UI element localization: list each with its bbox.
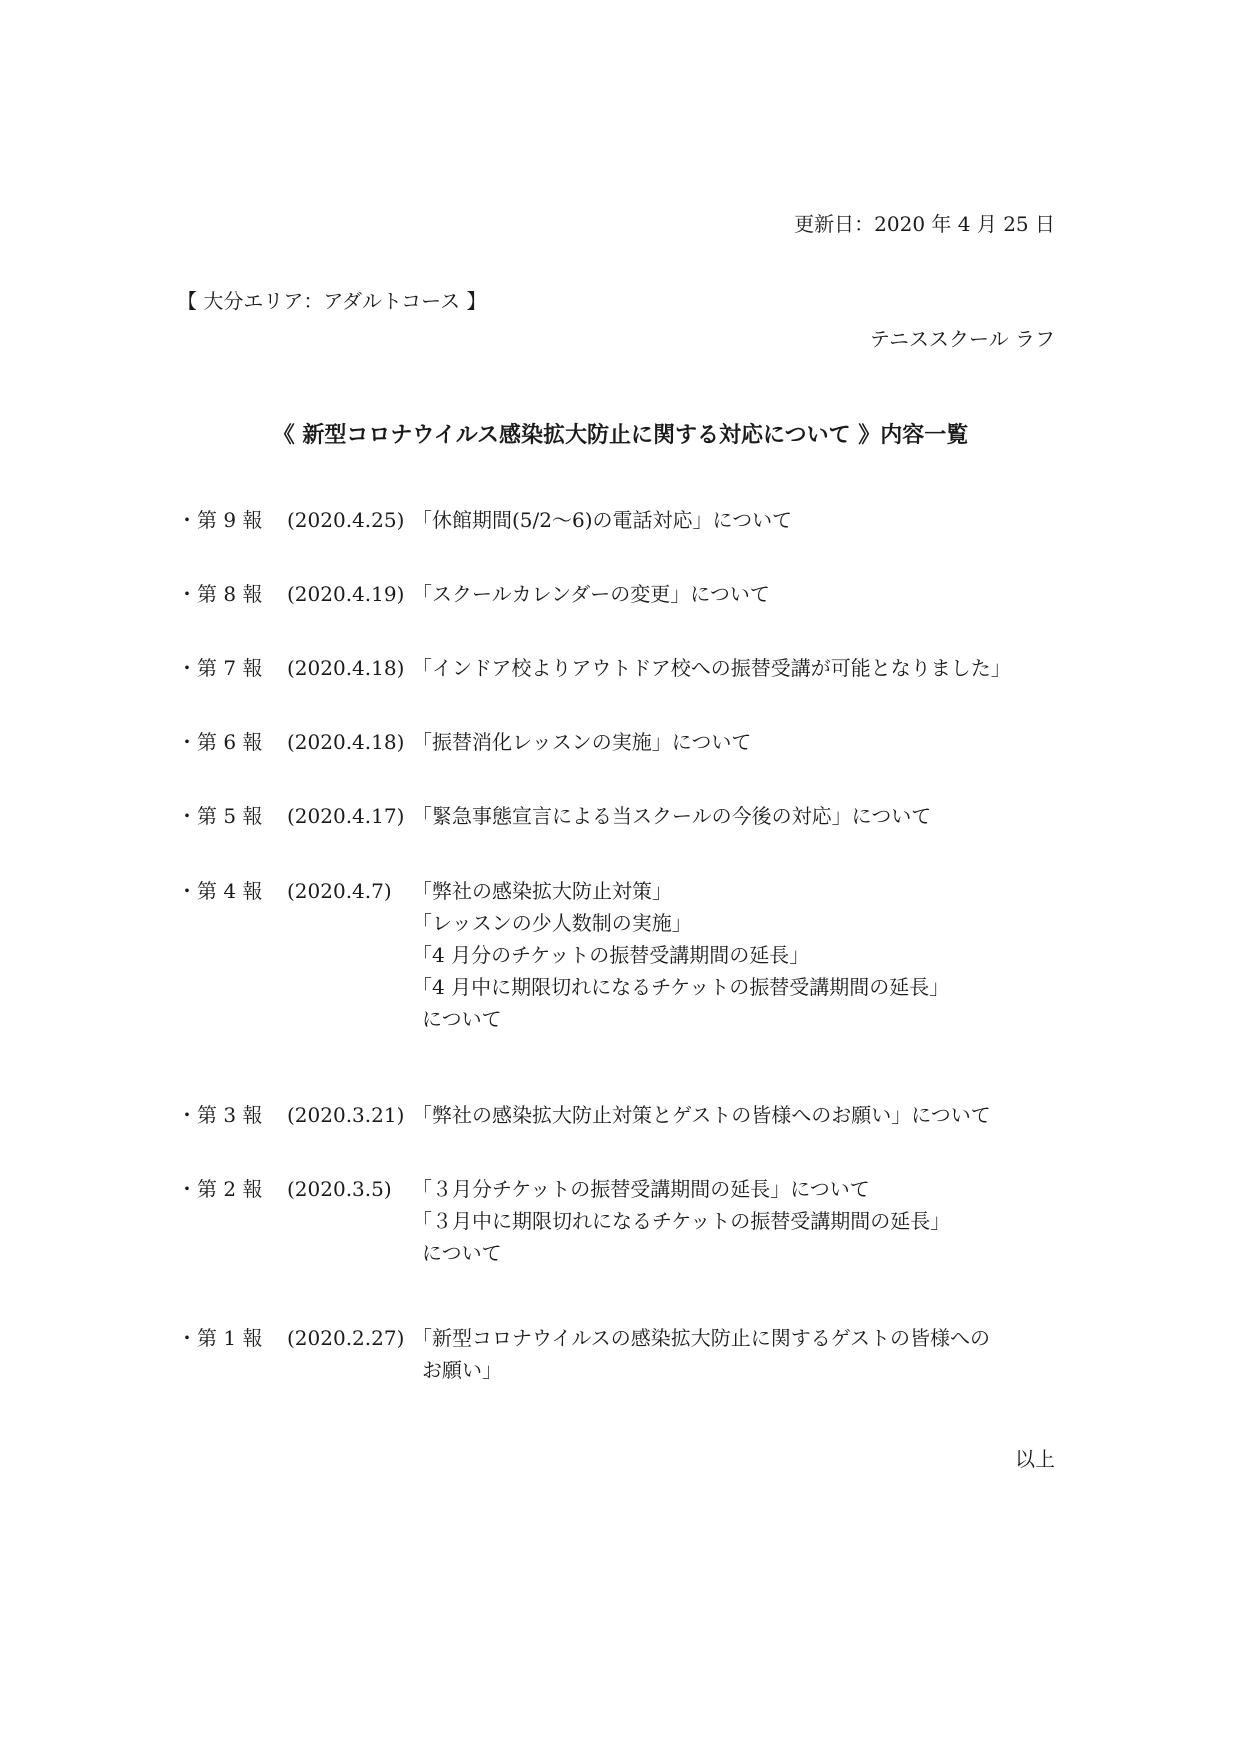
report-text: 「新型コロナウイルスの感染拡大防止に関するゲストの皆様への bbox=[412, 1326, 990, 1350]
report-date: (2020.4.19) bbox=[287, 582, 405, 606]
report-number: ・第 6 報 bbox=[177, 730, 263, 754]
report-number: ・第 8 報 bbox=[177, 582, 263, 606]
report-text: 「緊急事態宣言による当スクールの今後の対応」について bbox=[412, 804, 932, 828]
report-item-7 bbox=[177, 652, 1011, 684]
report-number: ・第 9 報 bbox=[177, 508, 263, 532]
report-line bbox=[177, 875, 949, 907]
report-item-3 bbox=[177, 1099, 991, 1131]
update-date: 更新日：2020 年 4 月 25 日 bbox=[794, 212, 1055, 236]
report-date: (2020.4.18) bbox=[287, 730, 405, 754]
report-number: ・第 3 報 bbox=[177, 1103, 263, 1127]
report-date: (2020.2.27) bbox=[287, 1326, 405, 1350]
report-date: (2020.3.21) bbox=[287, 1103, 405, 1127]
closing-text: 以上 bbox=[1015, 1447, 1055, 1471]
report-number: ・第 2 報 bbox=[177, 1177, 263, 1201]
report-line bbox=[177, 726, 751, 758]
report-number: ・第 1 報 bbox=[177, 1326, 263, 1350]
report-text: 「弊社の感染拡大防止対策とゲストの皆様へのお願い」について bbox=[412, 1103, 991, 1127]
report-date: (2020.4.25) bbox=[287, 508, 405, 532]
report-date: (2020.4.18) bbox=[287, 656, 405, 680]
report-item-1 bbox=[177, 1322, 990, 1386]
report-item-4 bbox=[177, 875, 949, 1035]
report-line bbox=[177, 652, 1011, 684]
report-item-2 bbox=[177, 1173, 950, 1269]
report-line bbox=[177, 800, 931, 832]
report-date: (2020.4.7) bbox=[287, 879, 392, 903]
report-text: 「インドア校よりアウトドア校への振替受講が可能となりました」 bbox=[412, 656, 1011, 680]
area-label: 【 大分エリア：アダルトコース 】 bbox=[177, 289, 487, 313]
report-line bbox=[177, 578, 770, 610]
report-date: (2020.4.17) bbox=[287, 804, 405, 828]
report-text: 「振替消化レッスンの実施」について bbox=[412, 730, 752, 754]
report-line bbox=[177, 504, 792, 536]
report-text: 「スクールカレンダーの変更」について bbox=[412, 582, 770, 606]
report-text: 「３月中に期限切れになるチケットの振替受講期間の延長」 bbox=[412, 1209, 951, 1233]
report-number: ・第 5 報 bbox=[177, 804, 263, 828]
report-item-8 bbox=[177, 578, 770, 610]
report-text: 「レッスンの少人数制の実施」 bbox=[412, 911, 692, 935]
report-text: 「３月分チケットの振替受講期間の延長」について bbox=[412, 1177, 870, 1201]
report-text: 「弊社の感染拡大防止対策」 bbox=[412, 879, 672, 903]
report-item-9 bbox=[177, 504, 792, 536]
report-item-5 bbox=[177, 800, 931, 832]
report-line bbox=[177, 1099, 991, 1131]
report-text-tail: について bbox=[422, 1007, 502, 1031]
organization-name: テニススクール ラフ bbox=[869, 327, 1055, 351]
report-text: 「4 月分のチケットの振替受講期間の延長」 bbox=[412, 943, 810, 967]
report-date: (2020.3.5) bbox=[287, 1177, 392, 1201]
document-title: 《 新型コロナウイルス感染拡大防止に関する対応について 》内容一覧 bbox=[272, 422, 969, 448]
report-text-tail: お願い」 bbox=[422, 1358, 502, 1382]
report-text: 「4 月中に期限切れになるチケットの振替受講期間の延長」 bbox=[412, 975, 950, 999]
report-line bbox=[177, 1173, 950, 1205]
report-number: ・第 7 報 bbox=[177, 656, 263, 680]
report-text: 「休館期間(5/2～6)の電話対応」について bbox=[412, 508, 793, 532]
report-item-6 bbox=[177, 726, 751, 758]
report-text-tail: について bbox=[422, 1241, 502, 1265]
report-line bbox=[177, 1322, 990, 1354]
report-number: ・第 4 報 bbox=[177, 879, 263, 903]
